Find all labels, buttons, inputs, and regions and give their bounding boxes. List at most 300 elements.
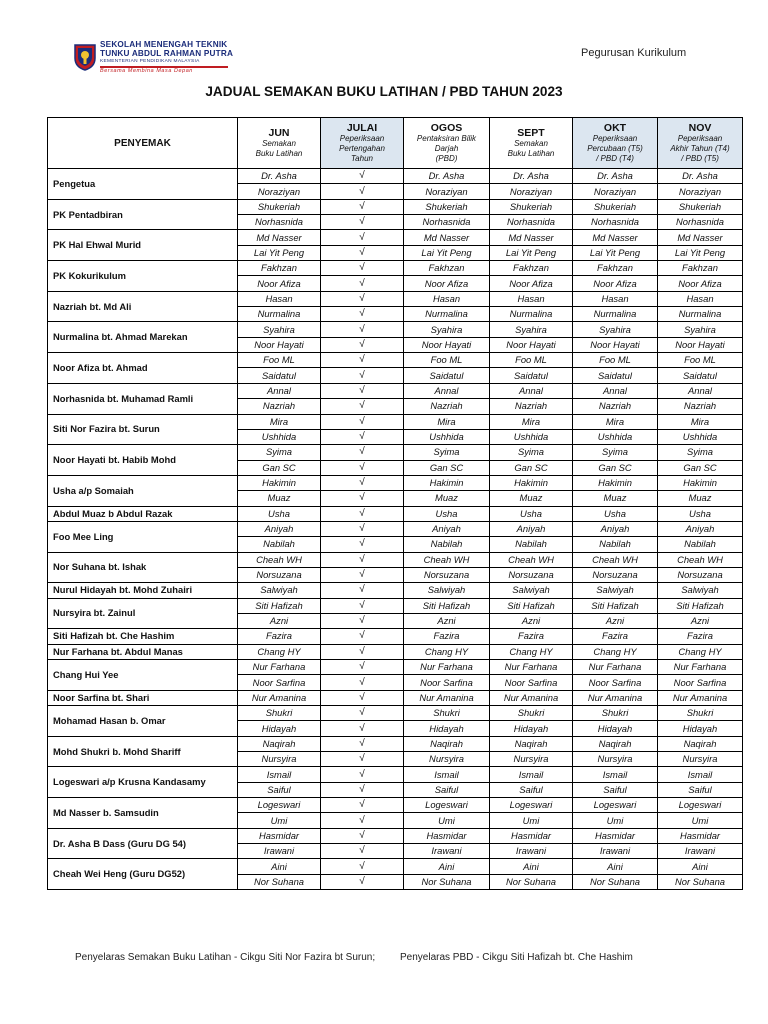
checkmark-cell: √: [321, 828, 404, 843]
month-activity-line1: Pentaksiran Bilik: [416, 134, 477, 143]
checked-teacher-cell: Muaz: [573, 491, 658, 506]
checked-teacher-cell: Shukeriah: [490, 199, 573, 214]
checked-teacher-cell: Aini: [238, 859, 321, 874]
checkmark-cell: √: [321, 322, 404, 337]
checked-teacher-cell: Md Nasser: [238, 230, 321, 245]
penyemak-name: Pengetua: [48, 169, 238, 200]
checked-teacher-cell: Nurmalina: [573, 307, 658, 322]
checked-teacher-cell: Noor Afiza: [490, 276, 573, 291]
penyemak-name: Dr. Asha B Dass (Guru DG 54): [48, 828, 238, 859]
checked-teacher-cell: Aniyah: [490, 521, 573, 536]
checkmark-cell: √: [321, 169, 404, 184]
checked-teacher-cell: Nurmalina: [238, 307, 321, 322]
checked-teacher-cell: Salwiyah: [573, 583, 658, 598]
penyemak-name: Md Nasser b. Samsudin: [48, 798, 238, 829]
checkmark-cell: √: [321, 752, 404, 767]
footer-coordinator-pbd: Penyelaras PBD - Cikgu Siti Hafizah bt. Che Hashim: [400, 952, 633, 963]
month-name: SEPT: [517, 127, 545, 139]
column-header-nov: [658, 118, 743, 169]
checked-teacher-cell: Hakimin: [404, 475, 490, 490]
checked-teacher-cell: Nursyira: [658, 752, 743, 767]
month-activity-line1: Peperiksaan: [339, 134, 385, 143]
checked-teacher-cell: Nur Amanina: [404, 690, 490, 705]
checkmark-cell: √: [321, 399, 404, 414]
table-row: [48, 353, 743, 368]
checked-teacher-cell: Cheah WH: [658, 552, 743, 567]
checked-teacher-cell: Syahira: [238, 322, 321, 337]
logo-school-name-line2: TUNKU ABDUL RAHMAN PUTRA: [100, 48, 234, 58]
checked-teacher-cell: Umi: [658, 813, 743, 828]
checked-teacher-cell: Norhasnida: [573, 215, 658, 230]
checked-teacher-cell: Noraziyan: [238, 184, 321, 199]
penyemak-name: Norhasnida bt. Muhamad Ramli: [48, 383, 238, 414]
checked-teacher-cell: Hakimin: [238, 475, 321, 490]
checkmark-cell: √: [321, 521, 404, 536]
checkmark-cell: √: [321, 660, 404, 675]
checked-teacher-cell: Norsuzana: [404, 567, 490, 582]
checked-teacher-cell: Saidatul: [573, 368, 658, 383]
checked-teacher-cell: Shukeriah: [573, 199, 658, 214]
checked-teacher-cell: Logeswari: [658, 798, 743, 813]
table-row: [48, 629, 743, 644]
month-activity-line1: Semakan: [262, 139, 296, 148]
checked-teacher-cell: Dr. Asha: [658, 169, 743, 184]
penyemak-name: Chang Hui Yee: [48, 660, 238, 691]
checked-teacher-cell: Azni: [658, 613, 743, 628]
month-activity-line1: Peperiksaan: [592, 134, 638, 143]
checked-teacher-cell: Hakimin: [658, 475, 743, 490]
checkmark-cell: √: [321, 307, 404, 322]
checked-teacher-cell: Hakimin: [490, 475, 573, 490]
table-row: [48, 445, 743, 460]
checked-teacher-cell: Mira: [490, 414, 573, 429]
table-row: [48, 798, 743, 813]
schedule-table: [47, 117, 743, 890]
checkmark-cell: √: [321, 460, 404, 475]
checked-teacher-cell: Saidatul: [658, 368, 743, 383]
column-header-ogos: [404, 118, 490, 169]
month-name: JUN: [268, 127, 290, 139]
checked-teacher-cell: Nur Farhana: [238, 660, 321, 675]
checked-teacher-cell: Noor Hayati: [490, 337, 573, 352]
checkmark-cell: √: [321, 261, 404, 276]
checked-teacher-cell: Muaz: [238, 491, 321, 506]
checked-teacher-cell: Muaz: [404, 491, 490, 506]
checked-teacher-cell: Md Nasser: [573, 230, 658, 245]
checkmark-cell: √: [321, 429, 404, 444]
checked-teacher-cell: Irawani: [238, 844, 321, 859]
table-row: [48, 261, 743, 276]
checked-teacher-cell: Nursyira: [238, 752, 321, 767]
checked-teacher-cell: Fazira: [573, 629, 658, 644]
checked-teacher-cell: Saidatul: [490, 368, 573, 383]
checked-teacher-cell: Noor Afiza: [658, 276, 743, 291]
checked-teacher-cell: Syima: [573, 445, 658, 460]
checked-teacher-cell: Cheah WH: [238, 552, 321, 567]
checked-teacher-cell: Dr. Asha: [573, 169, 658, 184]
checked-teacher-cell: Shukri: [404, 706, 490, 721]
checkmark-cell: √: [321, 767, 404, 782]
penyemak-name: Noor Afiza bt. Ahmad: [48, 353, 238, 384]
penyemak-name: Nazriah bt. Md Ali: [48, 291, 238, 322]
month-activity-line2: Darjah: [434, 144, 459, 153]
checked-teacher-cell: Fakhzan: [490, 261, 573, 276]
checked-teacher-cell: Nor Suhana: [573, 874, 658, 889]
checked-teacher-cell: Shukri: [490, 706, 573, 721]
checked-teacher-cell: Nur Amanina: [573, 690, 658, 705]
checked-teacher-cell: Siti Hafizah: [490, 598, 573, 613]
checkmark-cell: √: [321, 215, 404, 230]
penyemak-name: PK Hal Ehwal Murid: [48, 230, 238, 261]
checked-teacher-cell: Nursyira: [490, 752, 573, 767]
checked-teacher-cell: Umi: [238, 813, 321, 828]
checked-teacher-cell: Annal: [573, 383, 658, 398]
checked-teacher-cell: Mira: [573, 414, 658, 429]
checkmark-cell: √: [321, 629, 404, 644]
checked-teacher-cell: Fakhzan: [573, 261, 658, 276]
checked-teacher-cell: Hasan: [573, 291, 658, 306]
checked-teacher-cell: Nazriah: [658, 399, 743, 414]
month-name: OKT: [603, 122, 627, 134]
footer-coordinator-buku-latihan: Penyelaras Semakan Buku Latihan - Cikgu Siti Nor Fazira bt Surun;: [75, 952, 376, 963]
checkmark-cell: √: [321, 613, 404, 628]
column-header-sept: [490, 118, 573, 169]
checked-teacher-cell: Aniyah: [238, 521, 321, 536]
checkmark-cell: √: [321, 844, 404, 859]
table-row: [48, 230, 743, 245]
checked-teacher-cell: Ismail: [404, 767, 490, 782]
checked-teacher-cell: Nur Amanina: [238, 690, 321, 705]
checked-teacher-cell: Lai Yit Peng: [404, 245, 490, 260]
table-row: [48, 859, 743, 874]
table-body: [48, 169, 743, 890]
checked-teacher-cell: Chang HY: [658, 644, 743, 659]
checkmark-cell: √: [321, 491, 404, 506]
checked-teacher-cell: Dr. Asha: [404, 169, 490, 184]
checkmark-cell: √: [321, 184, 404, 199]
checked-teacher-cell: Syahira: [490, 322, 573, 337]
checkmark-cell: √: [321, 291, 404, 306]
checked-teacher-cell: Logeswari: [490, 798, 573, 813]
checked-teacher-cell: Usha: [238, 506, 321, 521]
checked-teacher-cell: Hakimin: [573, 475, 658, 490]
checkmark-cell: √: [321, 276, 404, 291]
penyemak-name: Abdul Muaz b Abdul Razak: [48, 506, 238, 521]
month-activity-line2: Pertengahan: [339, 144, 385, 153]
penyemak-name: Nursyira bt. Zainul: [48, 598, 238, 629]
checked-teacher-cell: Foo ML: [658, 353, 743, 368]
checked-teacher-cell: Ushhida: [490, 429, 573, 444]
checked-teacher-cell: Nur Amanina: [490, 690, 573, 705]
checked-teacher-cell: Fazira: [238, 629, 321, 644]
checkmark-cell: √: [321, 690, 404, 705]
checked-teacher-cell: Lai Yit Peng: [238, 245, 321, 260]
checked-teacher-cell: Nabilah: [404, 537, 490, 552]
checked-teacher-cell: Lai Yit Peng: [658, 245, 743, 260]
column-header-penyemak: PENYEMAK: [48, 118, 238, 169]
checked-teacher-cell: Ushhida: [404, 429, 490, 444]
checked-teacher-cell: Cheah WH: [573, 552, 658, 567]
checked-teacher-cell: Annal: [490, 383, 573, 398]
checked-teacher-cell: Gan SC: [490, 460, 573, 475]
checkmark-cell: √: [321, 644, 404, 659]
checked-teacher-cell: Aniyah: [404, 521, 490, 536]
checked-teacher-cell: Gan SC: [658, 460, 743, 475]
checked-teacher-cell: Saiful: [490, 782, 573, 797]
checked-teacher-cell: Nabilah: [238, 537, 321, 552]
checked-teacher-cell: Usha: [573, 506, 658, 521]
checked-teacher-cell: Logeswari: [404, 798, 490, 813]
checkmark-cell: √: [321, 859, 404, 874]
checked-teacher-cell: Nabilah: [658, 537, 743, 552]
checked-teacher-cell: Norsuzana: [238, 567, 321, 582]
checked-teacher-cell: Nazriah: [238, 399, 321, 414]
checked-teacher-cell: Shukeriah: [238, 199, 321, 214]
penyemak-name: Nur Farhana bt. Abdul Manas: [48, 644, 238, 659]
table-row: [48, 383, 743, 398]
checked-teacher-cell: Fakhzan: [404, 261, 490, 276]
penyemak-name: Mohd Shukri b. Mohd Shariff: [48, 736, 238, 767]
checked-teacher-cell: Nur Farhana: [573, 660, 658, 675]
table-row: [48, 169, 743, 184]
checked-teacher-cell: Siti Hafizah: [238, 598, 321, 613]
checked-teacher-cell: Shukri: [658, 706, 743, 721]
checked-teacher-cell: Noraziyan: [573, 184, 658, 199]
month-name: OGOS: [430, 122, 463, 134]
checked-teacher-cell: Nurmalina: [490, 307, 573, 322]
checkmark-cell: √: [321, 383, 404, 398]
table-row: [48, 598, 743, 613]
checked-teacher-cell: Azni: [238, 613, 321, 628]
penyemak-name: Noor Sarfina bt. Shari: [48, 690, 238, 705]
checked-teacher-cell: Nazriah: [490, 399, 573, 414]
checked-teacher-cell: Hasan: [238, 291, 321, 306]
checked-teacher-cell: Saiful: [573, 782, 658, 797]
penyemak-name: Siti Hafizah bt. Che Hashim: [48, 629, 238, 644]
checked-teacher-cell: Noor Sarfina: [573, 675, 658, 690]
checked-teacher-cell: Aniyah: [658, 521, 743, 536]
school-logo: [74, 40, 234, 74]
checked-teacher-cell: Noor Hayati: [404, 337, 490, 352]
checked-teacher-cell: Nursyira: [404, 752, 490, 767]
checked-teacher-cell: Aini: [573, 859, 658, 874]
table-row: [48, 644, 743, 659]
table-header-row: [48, 118, 743, 169]
checked-teacher-cell: Syima: [238, 445, 321, 460]
penyemak-name: Siti Nor Fazira bt. Surun: [48, 414, 238, 445]
checked-teacher-cell: Logeswari: [573, 798, 658, 813]
checkmark-cell: √: [321, 353, 404, 368]
checkmark-cell: √: [321, 337, 404, 352]
checked-teacher-cell: Nur Farhana: [490, 660, 573, 675]
penyemak-name: Nor Suhana bt. Ishak: [48, 552, 238, 583]
checked-teacher-cell: Hasmidar: [573, 828, 658, 843]
checkmark-cell: √: [321, 675, 404, 690]
checked-teacher-cell: Ushhida: [238, 429, 321, 444]
month-activity-line2: Percubaan (T5): [587, 144, 643, 153]
month-activity-line1: Peperiksaan: [677, 134, 723, 143]
checked-teacher-cell: Ismail: [658, 767, 743, 782]
checked-teacher-cell: Chang HY: [404, 644, 490, 659]
table-row: [48, 767, 743, 782]
checked-teacher-cell: Mira: [238, 414, 321, 429]
checkmark-cell: √: [321, 475, 404, 490]
checked-teacher-cell: Salwiyah: [238, 583, 321, 598]
month-activity-line3: / PBD (T4): [596, 154, 634, 163]
checked-teacher-cell: Norhasnida: [490, 215, 573, 230]
checked-teacher-cell: Annal: [658, 383, 743, 398]
checked-teacher-cell: Nazriah: [573, 399, 658, 414]
checked-teacher-cell: Fazira: [490, 629, 573, 644]
checked-teacher-cell: Gan SC: [238, 460, 321, 475]
checked-teacher-cell: Noor Afiza: [404, 276, 490, 291]
checked-teacher-cell: Logeswari: [238, 798, 321, 813]
checkmark-cell: √: [321, 706, 404, 721]
checked-teacher-cell: Irawani: [404, 844, 490, 859]
checked-teacher-cell: Nazriah: [404, 399, 490, 414]
checked-teacher-cell: Irawani: [573, 844, 658, 859]
checked-teacher-cell: Fakhzan: [238, 261, 321, 276]
checked-teacher-cell: Foo ML: [404, 353, 490, 368]
checkmark-cell: √: [321, 583, 404, 598]
checked-teacher-cell: Noraziyan: [658, 184, 743, 199]
checked-teacher-cell: Nor Suhana: [490, 874, 573, 889]
checked-teacher-cell: Dr. Asha: [238, 169, 321, 184]
checked-teacher-cell: Aniyah: [573, 521, 658, 536]
checked-teacher-cell: Hasan: [404, 291, 490, 306]
checked-teacher-cell: Md Nasser: [404, 230, 490, 245]
checked-teacher-cell: Naqirah: [238, 736, 321, 751]
checked-teacher-cell: Shukri: [573, 706, 658, 721]
checkmark-cell: √: [321, 537, 404, 552]
checked-teacher-cell: Hidayah: [404, 721, 490, 736]
checked-teacher-cell: Norsuzana: [490, 567, 573, 582]
column-header-okt: [573, 118, 658, 169]
checked-teacher-cell: Naqirah: [573, 736, 658, 751]
penyemak-name: Usha a/p Somaiah: [48, 475, 238, 506]
checkmark-cell: √: [321, 798, 404, 813]
checked-teacher-cell: Ushhida: [573, 429, 658, 444]
month-activity-line3: / PBD (T5): [681, 154, 719, 163]
table-row: [48, 690, 743, 705]
checked-teacher-cell: Norsuzana: [658, 567, 743, 582]
checked-teacher-cell: Noor Afiza: [573, 276, 658, 291]
checked-teacher-cell: Chang HY: [490, 644, 573, 659]
checked-teacher-cell: Azni: [573, 613, 658, 628]
table-row: [48, 736, 743, 751]
checked-teacher-cell: Aini: [658, 859, 743, 874]
checked-teacher-cell: Hasmidar: [658, 828, 743, 843]
checked-teacher-cell: Nur Farhana: [404, 660, 490, 675]
month-activity-line2: Buku Latihan: [255, 149, 303, 158]
checked-teacher-cell: Nur Amanina: [658, 690, 743, 705]
checkmark-cell: √: [321, 552, 404, 567]
checked-teacher-cell: Cheah WH: [404, 552, 490, 567]
checkmark-cell: √: [321, 782, 404, 797]
checked-teacher-cell: Salwiyah: [658, 583, 743, 598]
checked-teacher-cell: Siti Hafizah: [573, 598, 658, 613]
checked-teacher-cell: Siti Hafizah: [658, 598, 743, 613]
page-title: JADUAL SEMAKAN BUKU LATIHAN / PBD TAHUN 2023: [205, 84, 563, 99]
checked-teacher-cell: Noor Hayati: [238, 337, 321, 352]
checked-teacher-cell: Umi: [404, 813, 490, 828]
penyemak-name: PK Pentadbiran: [48, 199, 238, 230]
checked-teacher-cell: Irawani: [490, 844, 573, 859]
table-row: [48, 291, 743, 306]
checked-teacher-cell: Annal: [404, 383, 490, 398]
checked-teacher-cell: Md Nasser: [490, 230, 573, 245]
checked-teacher-cell: Muaz: [490, 491, 573, 506]
checked-teacher-cell: Fazira: [658, 629, 743, 644]
checked-teacher-cell: Nor Suhana: [238, 874, 321, 889]
checked-teacher-cell: Azni: [490, 613, 573, 628]
month-activity-line1: Semakan: [514, 139, 548, 148]
checked-teacher-cell: Mira: [404, 414, 490, 429]
checked-teacher-cell: Nurmalina: [404, 307, 490, 322]
checkmark-cell: √: [321, 245, 404, 260]
checked-teacher-cell: Fazira: [404, 629, 490, 644]
checked-teacher-cell: Md Nasser: [658, 230, 743, 245]
checked-teacher-cell: Noor Hayati: [573, 337, 658, 352]
table-row: [48, 322, 743, 337]
checked-teacher-cell: Nur Farhana: [658, 660, 743, 675]
table-row: [48, 828, 743, 843]
checkmark-cell: √: [321, 736, 404, 751]
checked-teacher-cell: Usha: [404, 506, 490, 521]
checked-teacher-cell: Siti Hafizah: [404, 598, 490, 613]
checked-teacher-cell: Syima: [658, 445, 743, 460]
checked-teacher-cell: Norhasnida: [238, 215, 321, 230]
column-header-julai: [321, 118, 404, 169]
month-name: JULAI: [346, 122, 378, 134]
logo-motto: Bersama Membina Masa Depan: [100, 67, 193, 74]
checked-teacher-cell: Ushhida: [658, 429, 743, 444]
checked-teacher-cell: Hasan: [490, 291, 573, 306]
checked-teacher-cell: Saidatul: [238, 368, 321, 383]
checked-teacher-cell: Umi: [573, 813, 658, 828]
checked-teacher-cell: Shukeriah: [658, 199, 743, 214]
checkmark-cell: √: [321, 414, 404, 429]
checked-teacher-cell: Usha: [658, 506, 743, 521]
checkmark-cell: √: [321, 598, 404, 613]
checked-teacher-cell: Noraziyan: [490, 184, 573, 199]
checked-teacher-cell: Naqirah: [490, 736, 573, 751]
penyemak-name: Logeswari a/p Krusna Kandasamy: [48, 767, 238, 798]
checked-teacher-cell: Aini: [490, 859, 573, 874]
checked-teacher-cell: Syima: [404, 445, 490, 460]
checked-teacher-cell: Chang HY: [238, 644, 321, 659]
checked-teacher-cell: Aini: [404, 859, 490, 874]
checked-teacher-cell: Cheah WH: [490, 552, 573, 567]
checked-teacher-cell: Syahira: [573, 322, 658, 337]
department-label: Pegurusan Kurikulum: [581, 47, 687, 59]
checked-teacher-cell: Foo ML: [573, 353, 658, 368]
penyemak-name: Noor Hayati bt. Habib Mohd: [48, 445, 238, 476]
checked-teacher-cell: Naqirah: [404, 736, 490, 751]
checked-teacher-cell: Nor Suhana: [658, 874, 743, 889]
checked-teacher-cell: Noor Sarfina: [404, 675, 490, 690]
checked-teacher-cell: Saidatul: [404, 368, 490, 383]
checked-teacher-cell: Gan SC: [404, 460, 490, 475]
checked-teacher-cell: Noor Afiza: [238, 276, 321, 291]
checked-teacher-cell: Hidayah: [658, 721, 743, 736]
checked-teacher-cell: Ismail: [238, 767, 321, 782]
checked-teacher-cell: Annal: [238, 383, 321, 398]
checked-teacher-cell: Shukeriah: [404, 199, 490, 214]
checked-teacher-cell: Umi: [490, 813, 573, 828]
checked-teacher-cell: Hasmidar: [238, 828, 321, 843]
checkmark-cell: √: [321, 874, 404, 889]
